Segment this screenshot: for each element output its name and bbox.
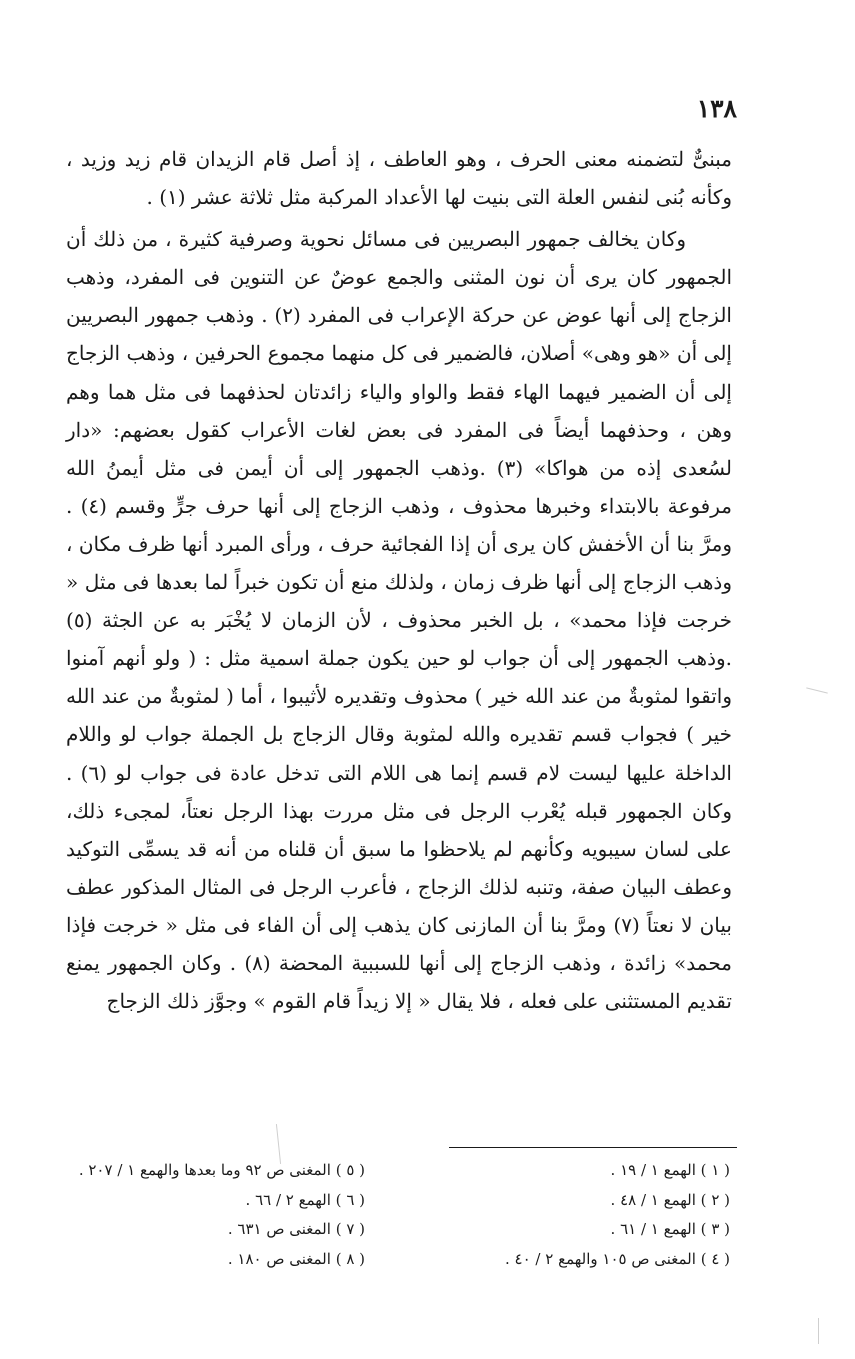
footnote-separator <box>449 1147 737 1148</box>
footnote-4: ( ٤ ) المغنى ص ١٠٥ والهمع ٢ / ٤٠ . <box>504 1249 730 1268</box>
footnote-7: ( ٧ ) المغنى ص ٦٣١ . <box>227 1220 365 1238</box>
page-number: ١٣٨ <box>696 94 737 123</box>
paragraph-1: مبنىٌّ لتضمنه معنى الحرف ، وهو العاطف ، إذ أصل قام الزيدان قام زيد وزيد ، وكأنه بُنى لنفس العلة التى بنيت لها الأعداد المركبة مثل ثلاثة عشر (١) . <box>66 147 732 210</box>
footnote-6: ( ٦ ) الهمع ٢ / ٦٦ . <box>245 1190 365 1209</box>
footnotes-right-column <box>430 1156 730 1274</box>
scan-artifact <box>818 1318 819 1344</box>
footnote-3: ( ٣ ) الهمع ١ / ٦١ . <box>610 1220 730 1238</box>
scan-artifact <box>806 687 828 693</box>
paragraph-2: وكان يخالف جمهور البصريين فى مسائل نحوية وصرفية كثيرة ، من ذلك أن الجمهور كان يرى أن نون المثنى والجمع عوضٌ عن التنوين فى المفرد، وذهب الزجاج إلى أنها عوض عن حركة الإعراب فى المفرد (٢) . وذهب جمهور البصريين إلى أن «هو وهى» أصلان، فالضمير فى كل منهما مجموع الحرفين ، وذهب الزجاج إلى أن الضمير فيهما الهاء فقط والواو والياء زائدتان لحذفهما فى مثل هما وهم وهن ، وحذفهما أيضاً فى المفرد فى بعض لغات الأعراب كقول بعضهم: «دار لسُعدى إذه من هواكا» (٣) .وذهب الجمهور إلى أن أيمن فى مثل أيمنُ الله مرفوعة بالابتداء وخبرها محذوف ، وذهب الزجاج إلى أنها حرف جرٍّ وقسم (٤) . ومرَّ بنا أن الأخفش كان يرى أن إذا الفجائية حرف ، ورأى المبرد أنها ظرف مكان ، وذهب الزجاج إلى أنها ظرف زمان ، ولذلك منع أن تكون خبراً لما بعدها فى مثل « خرجت فإذا محمد» ، بل الخبر محذوف ، لأن الزمان لا يُخْبَر به عن الجثة (٥) .وذهب الجمهور إلى أن جواب لو حين يكون جملة اسمية مثل : ( ولو أنهم آمنوا واتقوا لمثوبةٌ من عند الله خير ) محذوف وتقديره لأثيبوا ، أما ( لمثوبةٌ من عند الله خير ) فجواب قسم تقديره والله لمثوبة وقال الزجاج بل الجملة جواب لو واللام الداخلة عليها ليست لام قسم إنما هى اللام التى تدخل عادة فى جواب لو (٦) . وكان الجمهور قبله يُعْرب الرجل فى مثل مررت بهذا الرجل نعتاً، لمجىء ذلك، على لسان سيبويه وكأنهم لم يلاحظوا ما سبق أن قلناه من أنه قد يسمِّى التوكيد وعطف البيان صفة، وتنبه لذلك الزجاج ، فأعرب الرجل فى المثال المذكور عطف بيان لا نعتاً (٧) ومرَّ بنا أن المازنى كان يذهب إلى أن الفاء فى مثل « خرجت فإذا محمد» زائدة ، وذهب الزجاج إلى أنها للسببية المحضة (٨) . وكان الجمهور يمنع تقديم المستثنى على فعله ، فلا يقال « إلا زيداً قام القوم » وجوَّز ذلك الزجاج <box>66 227 732 1014</box>
footnotes-left-column <box>35 1156 365 1274</box>
footnote-1: ( ١ ) الهمع ١ / ١٩ . <box>610 1161 730 1179</box>
footnote-8: ( ٨ ) المغنى ص ١٨٠ . <box>227 1249 365 1268</box>
footnote-2: ( ٢ ) الهمع ١ / ٤٨ . <box>610 1190 730 1209</box>
main-text <box>66 140 732 1020</box>
footnote-5: ( ٥ ) المغنى ص ٩٢ وما بعدها والهمع ١ / ٢٠٧ . <box>78 1161 365 1179</box>
